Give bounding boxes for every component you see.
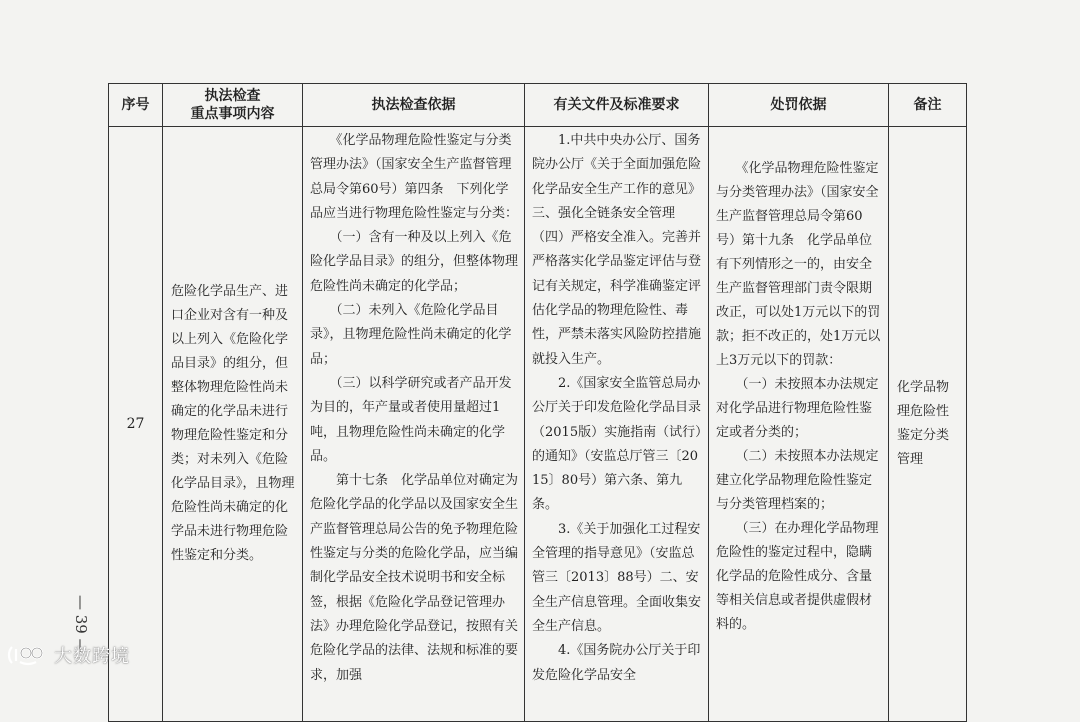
row-item-text: 危险化学品生产、进口企业对含有一种及以上列入《危险化学品目录》的组分，但整体物理危险性尚未确定的化学品未进行物理危险性鉴定和分类；对未列入《危险化学品目录》，且物理危险性尚未确定的化学品未进行物理危险性鉴定和分类。	[171, 284, 295, 563]
header-item: 执法检查 重点事项内容	[163, 84, 303, 127]
row-basis	[303, 127, 525, 722]
row-docs	[525, 127, 709, 722]
header-penalty: 处罚依据	[709, 84, 889, 127]
row-penalty	[709, 127, 889, 722]
watermark-text: 大数跨境	[54, 646, 130, 667]
watermark-logo-icon	[6, 643, 50, 667]
table-header-row	[109, 84, 967, 127]
row-seq	[109, 127, 163, 722]
row-seq-value: 27	[126, 416, 145, 432]
row-docs-text: 1.中共中央办公厅、国务院办公厅《关于全面加强危险化学品安全生产工作的意见》三、强化全链条安全管理（四）严格安全准入。完善并严格落实化学品鉴定评估与登记有关规定，科学准确鉴定评估化学品的物理危险性、毒性，严禁未落实风险防控措施就投入生产。 2.《国家安全监管总局办公厅关于印发危险化学品目录（2015版）实施指南（试行）的通知》（安监总厅管三〔2015〕80号）第六条、第九条。 3.《关于加强化工过程安全管理的指导意见》（安监总管三〔2013〕88号）二、安全生产信息管理。全面收集安全生产信息。 4.《国务院办公厅关于印发危险化学品安全	[532, 133, 702, 683]
row-basis-text: 《化学品物理危险性鉴定与分类管理办法》（国家安全生产监督管理总局令第60号）第四条 下列化学品应当进行物理危险性鉴定与分类： （一）含有一种及以上列入《危险化学品目录》的组分，但整体物理危险性尚未确定的化学品； （二）未列入《危险化学品目录》，且物理危险性尚未确定的化学品； （三）以科学研究或者产品开发为目的，年产量或者使用量超过1吨，且物理危险性尚未确定的化学品。 第十七条 化学品单位对确定为危险化学品的化学品以及国家安全生产监督管理总局公告的免予物理危险性鉴定与分类的危险化学品，应当编制化学品安全技术说明书和安全标签，根据《危险化学品登记管理办法》办理危险化学品登记，按照有关危险化学品的法律、法规和标准的要求，加强	[310, 133, 519, 683]
enforcement-table	[108, 83, 967, 722]
row-note	[889, 127, 967, 722]
row-item	[163, 127, 303, 722]
header-docs: 有关文件及标准要求	[525, 84, 709, 127]
header-note: 备注	[889, 84, 967, 127]
table-row	[109, 127, 967, 722]
row-note-text: 化学品物理危险性鉴定分类管理	[897, 380, 950, 467]
page-number-text: — 39 —	[72, 595, 90, 654]
header-basis: 执法检查依据	[303, 84, 525, 127]
header-seq: 序号	[109, 84, 163, 127]
watermark	[6, 640, 130, 670]
row-penalty-text: 《化学品物理危险性鉴定与分类管理办法》（国家安全生产监督管理总局令第60号）第十九条 化学品单位有下列情形之一的，由安全生产监督管理部门责令限期改正，可以处1万元以下的罚款；拒不改正的，处1万元以上3万元以下的罚款： （一）未按照本办法规定对化学品进行物理危险性鉴定或者分类的； （二）未按照本办法规定建立化学品物理危险性鉴定与分类管理档案的； （三）在办理化学品物理危险性的鉴定过程中，隐瞒化学品的危险性成分、含量等相关信息或者提供虚假材料的。	[716, 161, 881, 632]
